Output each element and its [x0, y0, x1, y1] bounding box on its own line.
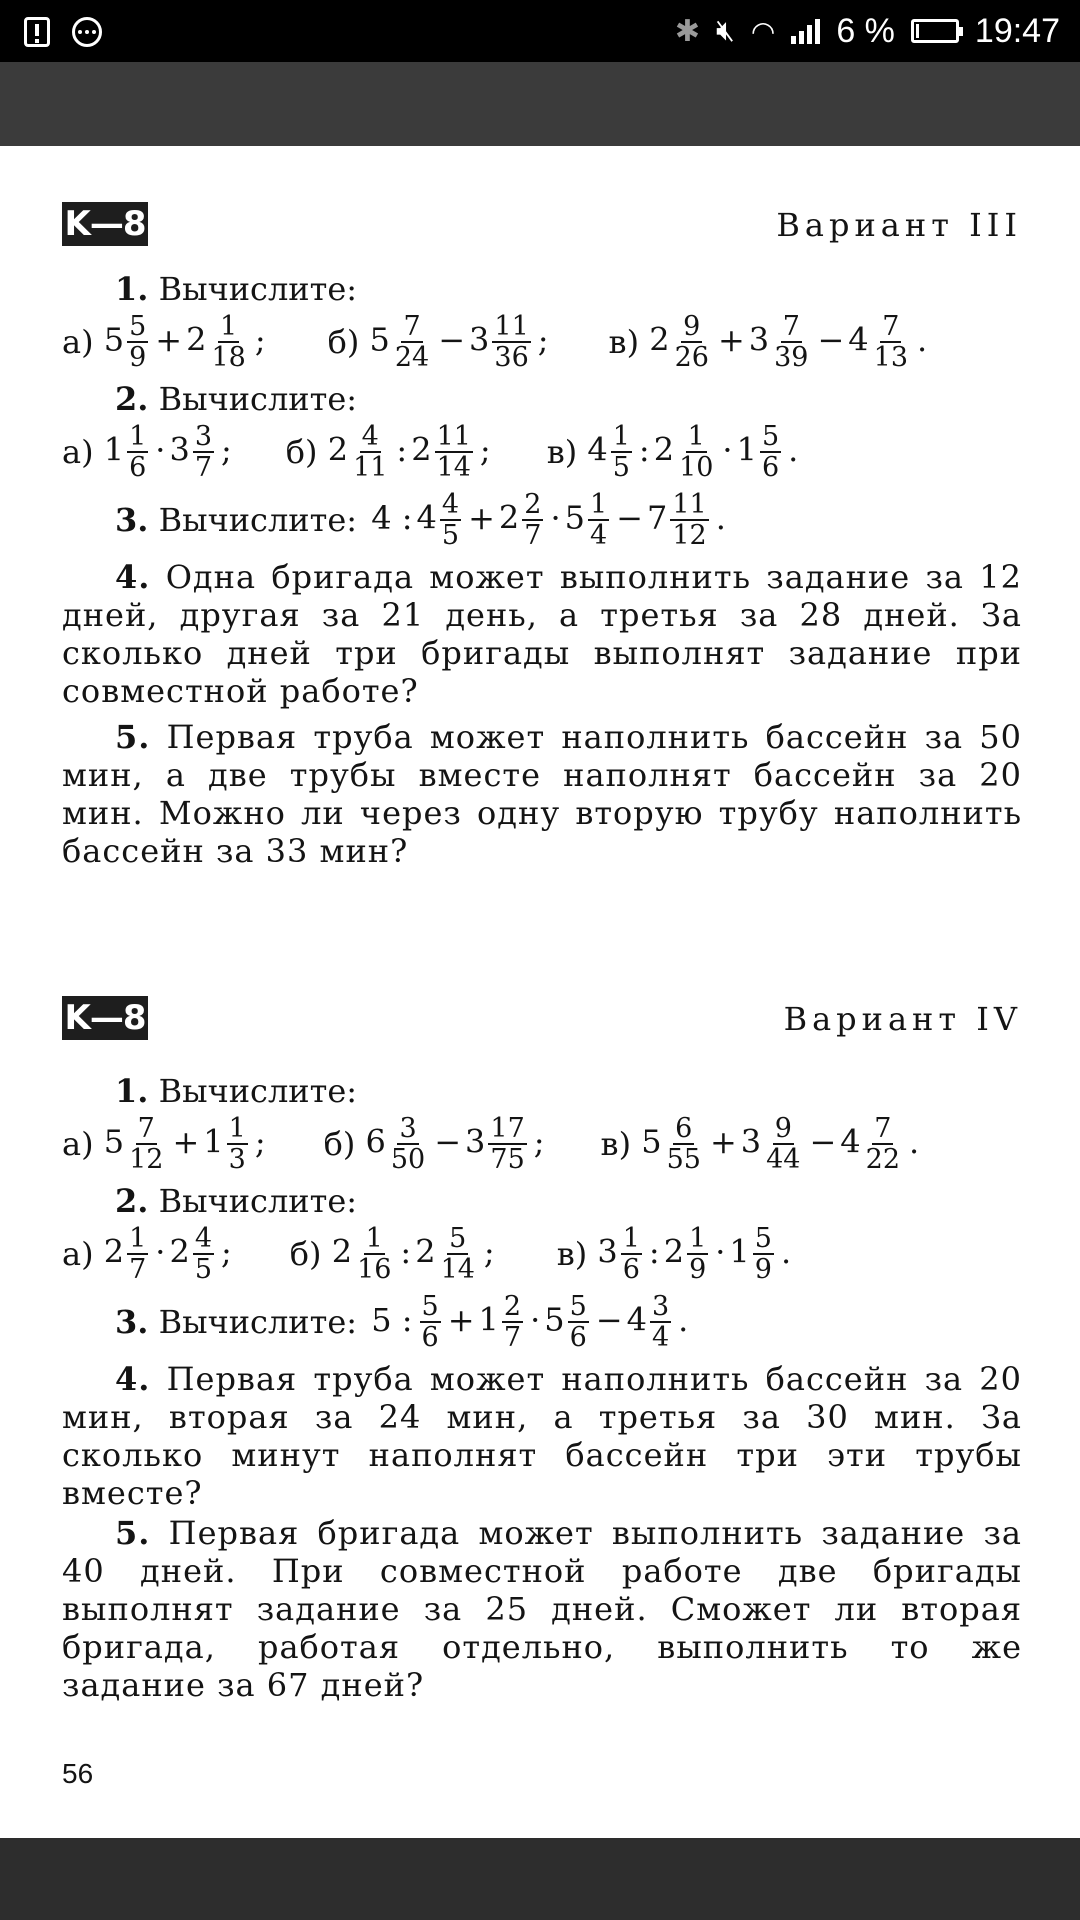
item-label-a: а) — [62, 433, 94, 471]
numerator: 5 — [569, 1291, 587, 1322]
fraction — [764, 1114, 802, 1174]
math-operator: 5 : — [371, 1300, 413, 1339]
fraction — [389, 1114, 427, 1174]
numerator: 5 — [421, 1291, 439, 1322]
numerator: 5 — [129, 311, 147, 342]
task-number: 1. — [115, 270, 149, 308]
numerator: 7 — [137, 1113, 155, 1144]
whole-part: 5 — [103, 320, 125, 359]
whole-part: 2 — [327, 430, 349, 469]
denominator: 14 — [440, 1254, 475, 1285]
denominator: 4 — [651, 1322, 670, 1353]
math-operator: + — [717, 320, 745, 359]
whole-part: 1 — [736, 430, 757, 469]
fraction — [193, 1224, 214, 1284]
denominator: 22 — [865, 1144, 900, 1175]
whole-part: 1 — [729, 1232, 750, 1271]
fraction — [872, 312, 910, 372]
math-operator: − — [438, 320, 466, 359]
page-number: 56 — [62, 1758, 94, 1789]
whole-part: 2 — [415, 1232, 436, 1271]
numerator: 4 — [441, 489, 460, 520]
math-operator: 4 : — [371, 498, 413, 537]
whole-part: 2 — [649, 320, 670, 359]
fraction — [522, 490, 543, 550]
fraction — [193, 422, 214, 482]
math-operator: . — [917, 320, 928, 359]
task-number: 4. — [115, 1360, 151, 1398]
clock: 19:47 — [974, 11, 1060, 50]
numerator: 5 — [761, 421, 780, 452]
expression-a — [104, 1114, 270, 1174]
task5-paragraph — [62, 718, 1022, 870]
denominator: 75 — [490, 1144, 525, 1175]
fraction — [492, 312, 530, 372]
numerator: 1 — [228, 1113, 246, 1144]
denominator: 16 — [357, 1254, 392, 1285]
variant-iv-section — [62, 996, 1022, 1704]
bluetooth-icon: ✱ — [674, 14, 700, 48]
math-operator: − — [616, 498, 643, 537]
task-number: 2. — [115, 380, 149, 418]
fraction — [673, 312, 711, 372]
denominator: 6 — [569, 1322, 587, 1353]
task1-expressions — [62, 308, 1022, 376]
denominator: 6 — [761, 452, 780, 483]
math-operator: + — [468, 498, 495, 537]
denominator: 36 — [494, 342, 529, 373]
fraction — [621, 1224, 642, 1284]
fraction — [127, 312, 148, 372]
denominator: 11 — [353, 452, 388, 483]
expression — [367, 1292, 692, 1352]
whole-part: 2 — [169, 1232, 190, 1271]
battery-icon — [911, 19, 959, 43]
fraction — [502, 1292, 523, 1352]
notification-icon — [24, 17, 50, 47]
numerator: 2 — [524, 489, 542, 520]
denominator: 5 — [194, 1254, 212, 1285]
denominator: 12 — [129, 1144, 164, 1175]
expression-b — [332, 1224, 499, 1284]
denominator: 6 — [622, 1254, 640, 1285]
task-label: Вычислите: — [158, 1072, 358, 1110]
denominator: 44 — [766, 1144, 801, 1175]
task-number: 5. — [115, 718, 151, 756]
numerator: 1 — [129, 1223, 147, 1254]
fraction — [439, 1224, 477, 1284]
numerator: 11 — [494, 311, 529, 342]
fraction — [420, 1292, 441, 1352]
denominator: 9 — [754, 1254, 772, 1285]
math-operator: ; — [254, 320, 266, 359]
task-number: 5. — [115, 1514, 151, 1552]
whole-part: 2 — [653, 430, 675, 469]
whole-part: 2 — [411, 430, 432, 469]
whole-part: 2 — [186, 320, 207, 359]
fraction — [488, 1114, 526, 1174]
math-operator: . — [788, 430, 799, 469]
math-operator: · — [155, 430, 166, 469]
fraction — [687, 1224, 708, 1284]
fraction — [355, 1224, 393, 1284]
item-label-c: в) — [600, 1125, 632, 1163]
item-label-b: б) — [289, 1235, 322, 1273]
expression-b — [366, 1114, 549, 1174]
task-label: Вычислите: — [158, 380, 358, 418]
numerator: 1 — [589, 489, 608, 520]
task1-expressions — [62, 1110, 1022, 1178]
numerator: 11 — [436, 421, 471, 452]
fraction — [864, 1114, 902, 1174]
fraction — [670, 490, 708, 550]
variant-title: Вариант IV — [783, 1000, 1022, 1038]
math-operator: · — [715, 1232, 726, 1271]
fraction — [127, 1224, 148, 1284]
fraction — [227, 1114, 248, 1174]
math-operator: − — [809, 1122, 837, 1161]
math-operator: · — [550, 498, 561, 537]
numerator: 1 — [689, 1223, 707, 1254]
denominator: 24 — [394, 342, 430, 373]
fraction — [588, 490, 609, 550]
task-number: 3. — [115, 1303, 149, 1341]
numerator: 5 — [754, 1223, 772, 1254]
whole-part: 3 — [465, 1122, 486, 1161]
numerator: 1 — [612, 421, 630, 452]
numerator: 3 — [651, 1291, 670, 1322]
whole-part: 5 — [103, 1122, 125, 1161]
whole-part: 5 — [564, 498, 585, 537]
denominator: 5 — [612, 452, 630, 483]
math-operator: − — [817, 320, 845, 359]
numerator: 6 — [675, 1113, 693, 1144]
numerator: 1 — [220, 311, 238, 342]
denominator: 6 — [421, 1322, 439, 1353]
fraction — [393, 312, 431, 372]
item-label-a: а) — [62, 323, 94, 361]
item-label-a: а) — [62, 1125, 94, 1163]
fraction — [209, 312, 247, 372]
item-label-c: в) — [556, 1235, 588, 1273]
denominator: 5 — [441, 520, 460, 551]
whole-part: 2 — [498, 498, 520, 537]
math-operator: : — [638, 430, 650, 469]
whole-part: 5 — [369, 320, 390, 359]
mute-icon: 🔇︎ — [715, 14, 735, 47]
variant-iii-section — [62, 202, 1022, 870]
numerator: 5 — [449, 1223, 467, 1254]
numerator: 9 — [774, 1113, 792, 1144]
task-number: 2. — [115, 1182, 149, 1220]
expression-a — [104, 422, 236, 482]
math-operator: . — [678, 1300, 689, 1339]
item-label-b: б) — [327, 323, 360, 361]
task-text: Первая труба может наполнить бассейн за 50 мин, а две трубы вместе наполнят бассейн за 20 мин. Можно ли через одну вторую трубу наполнить бассейн за 33 мин? — [62, 718, 1023, 870]
math-operator: + — [172, 1122, 200, 1161]
math-operator: ; — [479, 430, 491, 469]
task4-paragraph — [62, 558, 1022, 710]
math-operator: − — [434, 1122, 462, 1161]
expression-a — [104, 312, 270, 372]
denominator: 13 — [873, 342, 908, 373]
denominator: 39 — [774, 342, 809, 373]
task-label: Вычислите: — [158, 270, 358, 308]
math-operator: − — [595, 1300, 623, 1339]
expression-c — [649, 312, 931, 372]
denominator: 12 — [672, 520, 707, 551]
math-operator: . — [780, 1232, 792, 1271]
fraction — [127, 422, 148, 482]
math-operator: ; — [254, 1122, 266, 1161]
item-label-a: а) — [62, 1235, 94, 1273]
numerator: 7 — [403, 311, 421, 342]
whole-part: 6 — [365, 1122, 386, 1161]
more-icon — [72, 17, 102, 47]
numerator: 9 — [683, 311, 701, 342]
denominator: 26 — [674, 342, 709, 373]
denominator: 7 — [503, 1322, 522, 1353]
expression-c — [597, 1224, 795, 1284]
numerator: 7 — [782, 311, 800, 342]
k8-badge: K—8 — [62, 202, 148, 246]
fraction — [772, 312, 810, 372]
expression — [367, 490, 730, 550]
item-label-c: в) — [546, 433, 578, 471]
task-text: Первая бригада может выполнить задание за 40 дней. При совместной работе две бригады выполнят задание за 25 дней. Сможет ли вторая бригада, работая отдельно, выполнить то же задание за 67 дней? — [62, 1514, 1023, 1704]
denominator: 10 — [679, 452, 714, 483]
whole-part: 3 — [748, 320, 770, 359]
math-operator: : — [648, 1232, 660, 1271]
whole-part: 2 — [103, 1232, 125, 1271]
math-operator: : — [396, 430, 408, 469]
fraction — [611, 422, 632, 482]
denominator: 9 — [129, 342, 147, 373]
whole-part: 4 — [416, 498, 437, 537]
math-operator: ; — [537, 320, 549, 359]
numerator: 7 — [874, 1113, 892, 1144]
variant-title: Вариант III — [776, 206, 1022, 244]
denominator: 7 — [129, 1254, 147, 1285]
whole-part: 5 — [641, 1122, 662, 1161]
math-operator: · — [722, 430, 733, 469]
whole-part: 1 — [203, 1122, 224, 1161]
whole-part: 4 — [840, 1122, 861, 1161]
battery-percent: 6 % — [836, 11, 895, 50]
whole-part: 4 — [626, 1300, 647, 1339]
math-operator: + — [709, 1122, 737, 1161]
whole-part: 3 — [740, 1122, 762, 1161]
math-operator: ; — [483, 1232, 495, 1271]
task-number: 1. — [115, 1072, 149, 1110]
numerator: 17 — [490, 1113, 525, 1144]
denominator: 4 — [589, 520, 608, 551]
task3-line — [62, 1288, 1022, 1356]
reader-bottom-bar[interactable] — [0, 1838, 1080, 1920]
task-text: Одна бригада может выполнить задание за 12 дней, другая за 21 день, а третья за 28 дней. За сколько дней три бригады выполнят задание при совместной работе? — [62, 558, 1022, 710]
status-bar — [0, 0, 1080, 62]
item-label-b: б) — [285, 433, 318, 471]
signal-icon — [791, 18, 820, 44]
wifi-icon: ◠ — [750, 15, 776, 47]
whole-part: 3 — [469, 320, 490, 359]
whole-part: 3 — [597, 1232, 618, 1271]
math-operator: ; — [221, 430, 232, 469]
math-operator: ; — [533, 1122, 545, 1161]
numerator: 1 — [365, 1223, 383, 1254]
numerator: 4 — [361, 421, 379, 452]
denominator: 6 — [129, 452, 147, 483]
task4-paragraph — [62, 1360, 1022, 1512]
math-operator: : — [400, 1232, 412, 1271]
denominator: 7 — [194, 452, 212, 483]
task5-paragraph — [62, 1514, 1022, 1704]
expression-c — [641, 1114, 923, 1174]
numerator: 1 — [687, 421, 705, 452]
fraction — [665, 1114, 703, 1174]
whole-part: 1 — [103, 430, 125, 469]
denominator: 7 — [524, 520, 542, 551]
fraction — [753, 1224, 774, 1284]
math-operator: ; — [221, 1232, 232, 1271]
numerator: 4 — [194, 1223, 212, 1254]
numerator: 1 — [622, 1223, 640, 1254]
math-operator: · — [530, 1300, 541, 1339]
task3-line — [62, 486, 1022, 554]
denominator: 9 — [689, 1254, 707, 1285]
whole-part: 4 — [587, 430, 608, 469]
task-number: 3. — [115, 501, 149, 539]
numerator: 3 — [399, 1113, 417, 1144]
fraction — [760, 422, 781, 482]
whole-part: 1 — [478, 1300, 499, 1339]
item-label-b: б) — [323, 1125, 356, 1163]
expression-b — [328, 422, 495, 482]
whole-part: 3 — [169, 430, 190, 469]
fraction — [435, 422, 473, 482]
whole-part: 2 — [663, 1232, 685, 1271]
task-label: Вычислите: — [158, 501, 358, 539]
numerator: 7 — [882, 311, 900, 342]
expression-c — [587, 422, 802, 482]
expression-a — [104, 1224, 236, 1284]
denominator: 18 — [211, 342, 246, 373]
fraction — [568, 1292, 589, 1352]
expression-b — [370, 312, 553, 372]
fraction — [127, 1114, 165, 1174]
math-operator: . — [715, 498, 726, 537]
whole-part: 2 — [331, 1232, 353, 1271]
fraction — [677, 422, 715, 482]
fraction — [440, 490, 461, 550]
task2-expressions — [62, 418, 1022, 486]
task-number: 4. — [115, 558, 151, 596]
whole-part: 4 — [848, 320, 869, 359]
math-operator: + — [447, 1300, 475, 1339]
task-text: Первая труба может наполнить бассейн за 20 мин, вторая за 24 мин, а третья за 30 мин. За сколько минут наполнят бассейн три эти трубы вместе? — [62, 1360, 1023, 1512]
numerator: 1 — [129, 421, 147, 452]
reader-toolbar[interactable] — [0, 62, 1080, 146]
task2-expressions — [62, 1220, 1022, 1288]
denominator: 14 — [436, 452, 471, 483]
whole-part: 7 — [646, 498, 668, 537]
book-page[interactable] — [0, 146, 1080, 1838]
math-operator: . — [909, 1122, 920, 1161]
task-label: Вычислите: — [158, 1182, 358, 1220]
fraction — [351, 422, 389, 482]
item-label-c: в) — [608, 323, 640, 361]
k8-badge: K—8 — [62, 996, 148, 1040]
numerator: 2 — [503, 1291, 522, 1322]
whole-part: 5 — [544, 1300, 565, 1339]
fraction — [650, 1292, 671, 1352]
numerator: 11 — [672, 489, 707, 520]
denominator: 50 — [390, 1144, 426, 1175]
math-operator: + — [155, 320, 183, 359]
numerator: 3 — [194, 421, 212, 452]
task-label: Вычислите: — [158, 1303, 358, 1341]
math-operator: · — [155, 1232, 166, 1271]
denominator: 55 — [666, 1144, 701, 1175]
denominator: 3 — [228, 1144, 246, 1175]
